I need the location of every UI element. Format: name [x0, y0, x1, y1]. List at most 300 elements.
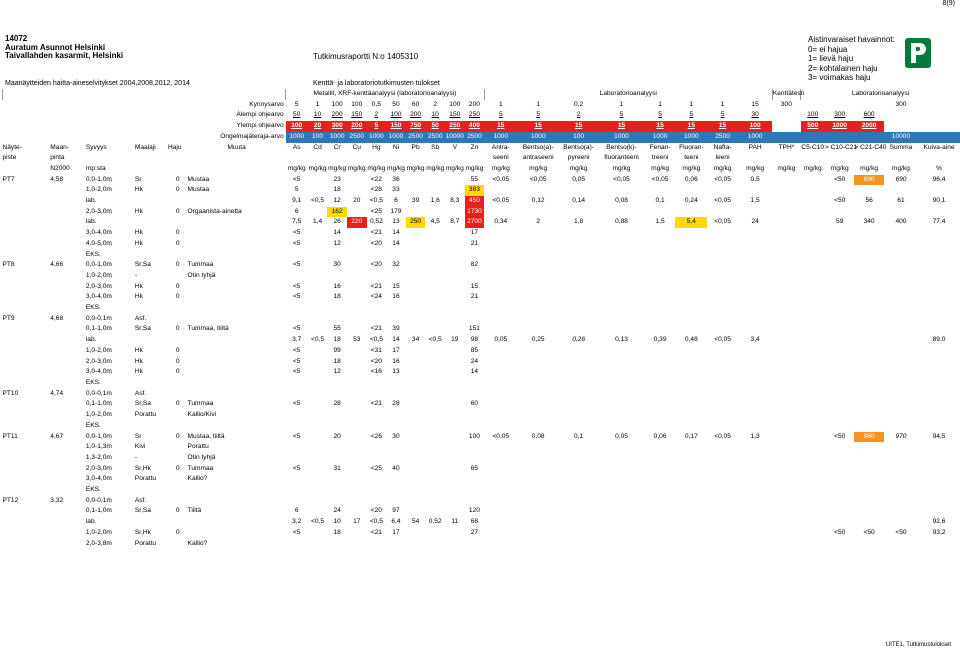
- table-cell: [484, 496, 517, 507]
- table-cell: [738, 228, 772, 239]
- table-cell: 0,5: [371, 100, 381, 108]
- table-cell: [559, 464, 598, 475]
- table-cell: [825, 485, 854, 496]
- table-cell: [188, 164, 286, 175]
- table-cell: [135, 196, 168, 207]
- table-cell: 15: [675, 121, 707, 132]
- table-cell: [801, 432, 826, 443]
- table-cell: Hk: [134, 357, 143, 365]
- table-cell: 300: [834, 111, 846, 119]
- table-cell: [347, 506, 367, 517]
- table-row: [3, 464, 960, 475]
- table-cell: 0,05: [494, 336, 508, 344]
- table-cell: 1000: [517, 132, 559, 143]
- table-cell: [645, 271, 676, 282]
- table-cell: [854, 389, 883, 400]
- table-cell: 0,0-1,0m: [85, 261, 112, 269]
- threshold-row: [3, 121, 960, 132]
- table-cell: 300: [780, 100, 792, 108]
- table-cell: [367, 410, 387, 421]
- table-cell: [50, 207, 86, 218]
- table-cell: [801, 496, 826, 507]
- table-cell: [645, 485, 676, 496]
- page-number: 8(9): [942, 0, 955, 7]
- table-cell: 100: [468, 432, 480, 440]
- table-cell: [386, 539, 406, 550]
- table-cell: Hk: [134, 186, 143, 194]
- table-cell: 2500: [406, 132, 426, 143]
- table-cell: [425, 271, 445, 282]
- table-cell: 1000: [825, 121, 854, 132]
- table-cell: [675, 464, 707, 475]
- table-cell: [168, 539, 188, 550]
- table-cell: [425, 464, 445, 475]
- table-cell: 0: [175, 175, 180, 183]
- table-cell: [347, 357, 367, 368]
- table-cell: [406, 421, 426, 432]
- table-cell: [517, 517, 559, 528]
- table-cell: [598, 539, 645, 550]
- table-cell: [772, 132, 800, 143]
- report-subtitle: Maanäytteiden haitta-aineselvitykset 2004,2008,2012, 2014: [5, 80, 190, 87]
- table-cell: [598, 228, 645, 239]
- table-row: [3, 314, 960, 325]
- table-cell: [188, 485, 286, 496]
- table-cell: [598, 346, 645, 357]
- table-cell: [884, 282, 918, 293]
- table-cell: [801, 378, 826, 389]
- table-cell: [308, 357, 328, 368]
- table-cell: [918, 132, 960, 143]
- table-cell: 4,66: [50, 261, 64, 269]
- table-cell: 2500: [465, 132, 485, 143]
- table-cell: Porattu: [134, 411, 157, 419]
- table-cell: 0: [175, 293, 180, 301]
- table-row: [3, 528, 960, 539]
- table-cell: <28: [370, 186, 382, 194]
- table-cell: [445, 207, 465, 218]
- table-cell: [484, 485, 517, 496]
- table-cell: [598, 410, 645, 421]
- table-cell: [707, 453, 738, 464]
- table-cell: 12: [333, 368, 341, 376]
- table-cell: Hk: [134, 239, 143, 247]
- table-cell: 89,0: [932, 336, 946, 344]
- table-cell: [3, 474, 51, 485]
- table-cell: [825, 250, 854, 261]
- table-cell: 5: [619, 111, 624, 119]
- blank-cell: [308, 153, 328, 164]
- table-cell: [559, 485, 598, 496]
- table-cell: [308, 410, 328, 421]
- table-cell: [559, 303, 598, 314]
- table-cell: [918, 250, 960, 261]
- table-cell: [884, 474, 918, 485]
- table-cell: mg/kg: [830, 164, 849, 172]
- table-cell: [286, 314, 308, 325]
- table-cell: [188, 239, 286, 250]
- table-cell: [188, 292, 286, 303]
- table-cell: 0,0-0,1m: [85, 314, 112, 322]
- table-cell: [598, 292, 645, 303]
- table-cell: [50, 282, 86, 293]
- table-cell: [918, 410, 960, 421]
- table-cell: [425, 228, 445, 239]
- table-cell: 53: [353, 336, 361, 344]
- table-cell: [825, 260, 854, 271]
- table-cell: [738, 239, 772, 250]
- table-cell: [188, 378, 286, 389]
- table-cell: Mustaa: [187, 186, 210, 194]
- table-cell: [675, 506, 707, 517]
- table-cell: [517, 303, 559, 314]
- table-cell: [738, 260, 772, 271]
- table-cell: 162: [327, 207, 347, 218]
- table-cell: <5: [292, 346, 301, 354]
- table-cell: 21: [470, 293, 479, 301]
- table-cell: [598, 474, 645, 485]
- table-cell: [707, 314, 738, 325]
- table-cell: [675, 207, 707, 218]
- table-cell: [801, 528, 826, 539]
- table-cell: mg/kg: [612, 164, 631, 172]
- blank-cell: [425, 153, 445, 164]
- table-cell: 1,4: [312, 218, 323, 226]
- table-cell: Antra-: [491, 143, 510, 151]
- blank-cell: [286, 153, 308, 164]
- table-cell: 2700: [465, 217, 485, 228]
- table-cell: [425, 528, 445, 539]
- table-cell: [445, 367, 465, 378]
- table-cell: 200: [331, 111, 343, 119]
- table-cell: [772, 153, 800, 164]
- table-cell: 6: [294, 507, 299, 515]
- table-row: [3, 217, 960, 228]
- table-cell: [50, 367, 86, 378]
- table-cell: 0,05: [615, 432, 628, 440]
- table-cell: 2: [536, 218, 540, 226]
- table-cell: [308, 506, 328, 517]
- table-cell: [517, 485, 559, 496]
- table-cell: 60: [470, 400, 479, 408]
- table-cell: [484, 207, 517, 218]
- table-cell: <0,5: [369, 336, 383, 344]
- table-cell: [598, 378, 645, 389]
- table-cell: 0,17: [684, 432, 698, 440]
- table-cell: 8,7: [450, 218, 460, 226]
- table-cell: Syvyys: [85, 143, 107, 151]
- table-cell: Porattu: [134, 539, 157, 547]
- table-cell: 4,68: [50, 314, 64, 322]
- table-cell: [465, 250, 485, 261]
- table-cell: [825, 442, 854, 453]
- table-cell: [854, 132, 883, 143]
- table-cell: [825, 399, 854, 410]
- table-cell: [367, 474, 387, 485]
- table-cell: 400: [895, 218, 907, 226]
- table-cell: 14: [392, 229, 400, 237]
- table-cell: [559, 539, 598, 550]
- table-cell: 6: [394, 197, 398, 205]
- table-cell: mg/kg: [713, 164, 732, 172]
- table-cell: V: [452, 143, 457, 151]
- table-cell: [517, 207, 559, 218]
- table-cell: [918, 474, 960, 485]
- table-cell: <20: [370, 357, 382, 365]
- table-cell: [3, 378, 51, 389]
- table-cell: 5: [367, 121, 387, 132]
- table-cell: [854, 539, 883, 550]
- table-cell: Ni: [392, 143, 400, 151]
- table-cell: [286, 378, 308, 389]
- table-cell: Tummaa, tiiltä: [187, 325, 229, 333]
- table-cell: [772, 250, 800, 261]
- table-cell: [517, 282, 559, 293]
- table-cell: [3, 367, 51, 378]
- table-cell: [50, 292, 86, 303]
- table-cell: 250: [445, 121, 465, 132]
- table-cell: [50, 378, 86, 389]
- table-cell: Kallio?: [187, 475, 208, 483]
- table-cell: [772, 185, 800, 196]
- table-cell: [707, 517, 738, 528]
- table-row: [3, 399, 960, 410]
- table-cell: [445, 442, 465, 453]
- table-cell: [425, 185, 445, 196]
- table-cell: [918, 324, 960, 335]
- table-cell: 1,0-2,0m: [85, 271, 112, 279]
- table-cell: 1000: [675, 132, 707, 143]
- table-cell: [738, 474, 772, 485]
- table-cell: [425, 292, 445, 303]
- table-cell: 0,48: [684, 336, 698, 344]
- blank-cell: [445, 153, 465, 164]
- table-cell: [425, 324, 445, 335]
- blank-cell: [347, 153, 367, 164]
- table-cell: [675, 389, 707, 400]
- table-cell: [367, 314, 387, 325]
- table-cell: [308, 367, 328, 378]
- table-cell: mg/kg: [777, 164, 796, 172]
- table-cell: [918, 496, 960, 507]
- table-cell: [559, 410, 598, 421]
- table-cell: [386, 303, 406, 314]
- table-cell: [772, 496, 800, 507]
- table-cell: [884, 346, 918, 357]
- table-cell: <26: [370, 432, 382, 440]
- table-cell: [308, 399, 328, 410]
- report-reference: Tutkimusraportti N:o 1405310: [313, 52, 419, 61]
- table-cell: [445, 528, 465, 539]
- table-cell: [801, 517, 826, 528]
- table-cell: [772, 335, 800, 346]
- table-cell: [406, 539, 426, 550]
- table-cell: 200: [468, 100, 480, 108]
- company-logo-icon: [905, 38, 931, 68]
- table-cell: [347, 282, 367, 293]
- table-cell: [598, 421, 645, 432]
- blank-cell: [327, 153, 347, 164]
- table-cell: 90,1: [932, 197, 946, 205]
- table-cell: [707, 389, 738, 400]
- table-cell: 0: [175, 239, 180, 247]
- table-cell: [135, 250, 168, 261]
- table-row: [3, 292, 960, 303]
- table-cell: [425, 378, 445, 389]
- table-cell: [707, 207, 738, 218]
- table-cell: 93,2: [932, 528, 946, 536]
- table-cell: [327, 496, 347, 507]
- table-cell: [168, 485, 188, 496]
- table-cell: 300: [895, 100, 907, 108]
- table-cell: [347, 346, 367, 357]
- table-cell: [854, 346, 883, 357]
- table-cell: [188, 303, 286, 314]
- table-cell: <5: [292, 528, 301, 536]
- table-cell: [801, 314, 826, 325]
- table-cell: [598, 324, 645, 335]
- table-cell: [707, 421, 738, 432]
- table-cell: 19: [451, 336, 459, 344]
- table-cell: 27: [470, 528, 479, 536]
- table-cell: [772, 228, 800, 239]
- table-cell: [135, 378, 168, 389]
- table-cell: [854, 517, 883, 528]
- table-cell: [738, 271, 772, 282]
- table-cell: <50: [834, 197, 846, 205]
- table-cell: 0,0-0,1m: [85, 496, 112, 504]
- table-cell: [854, 239, 883, 250]
- table-cell: [327, 453, 347, 464]
- table-cell: [347, 464, 367, 475]
- table-cell: [50, 250, 86, 261]
- table-cell: 0: [175, 229, 180, 237]
- table-cell: [854, 474, 883, 485]
- table-cell: [3, 196, 51, 207]
- table-cell: 50: [425, 121, 445, 132]
- table-cell: <50: [834, 432, 846, 440]
- table-cell: 26: [333, 218, 341, 226]
- table-cell: 0,05: [572, 175, 586, 183]
- table-cell: mg/kg: [465, 164, 484, 172]
- table-cell: [675, 421, 707, 432]
- table-cell: EKS.: [85, 250, 101, 258]
- table-cell: [445, 292, 465, 303]
- table-cell: [327, 539, 347, 550]
- table-cell: Tummaa: [187, 400, 214, 408]
- table-cell: Sr,Sa: [134, 261, 151, 269]
- table-cell: <0,05: [714, 218, 731, 226]
- table-cell: [884, 153, 918, 164]
- table-cell: [675, 292, 707, 303]
- table-cell: Sr: [134, 175, 142, 183]
- table-cell: [884, 314, 918, 325]
- table-cell: [425, 389, 445, 400]
- table-cell: 750: [406, 121, 426, 132]
- table-cell: [517, 378, 559, 389]
- table-cell: [517, 442, 559, 453]
- table-cell: -: [134, 453, 138, 461]
- table-cell: [517, 250, 559, 261]
- table-cell: [675, 185, 707, 196]
- table-cell: [825, 153, 854, 164]
- table-cell: [645, 260, 676, 271]
- table-cell: [772, 432, 800, 443]
- table-cell: Sr,Sa: [134, 325, 151, 333]
- table-cell: [168, 389, 188, 400]
- table-cell: 0,25: [531, 336, 545, 344]
- table-cell: [854, 153, 883, 164]
- table-cell: 55: [470, 175, 479, 183]
- table-cell: 21: [470, 239, 479, 247]
- table-cell: [598, 250, 645, 261]
- table-cell: [801, 292, 826, 303]
- table-cell: [675, 485, 707, 496]
- table-cell: <0,5: [428, 336, 442, 344]
- table-cell: [559, 421, 598, 432]
- table-cell: 2500: [425, 132, 445, 143]
- table-cell: Hg: [372, 143, 381, 151]
- table-cell: [445, 239, 465, 250]
- table-cell: [772, 474, 800, 485]
- table-cell: 340: [863, 218, 875, 226]
- table-cell: [86, 153, 135, 164]
- table-cell: Näyte-: [2, 143, 22, 151]
- table-cell: [168, 217, 188, 228]
- table-cell: [645, 453, 676, 464]
- table-cell: 0,52: [428, 518, 442, 526]
- table-cell: 15: [484, 121, 517, 132]
- table-cell: <0,05: [613, 175, 630, 183]
- table-cell: 0,13: [615, 336, 628, 344]
- table-cell: <0,05: [714, 197, 731, 205]
- table-row: [3, 432, 960, 443]
- table-cell: 15: [598, 121, 645, 132]
- table-cell: 10000: [445, 132, 465, 143]
- table-cell: <0,5: [311, 197, 325, 205]
- table-cell: [445, 357, 465, 368]
- table-cell: 200: [410, 111, 422, 119]
- table-cell: [884, 292, 918, 303]
- table-cell: [308, 464, 328, 475]
- table-cell: [465, 378, 485, 389]
- table-cell: 0,26: [572, 336, 586, 344]
- table-cell: Otin tyhjä: [187, 271, 216, 279]
- table-cell: 1000: [645, 132, 676, 143]
- table-cell: 0,39: [653, 336, 667, 344]
- table-cell: 179: [390, 207, 402, 215]
- table-cell: [327, 271, 347, 282]
- table-cell: [406, 453, 426, 464]
- table-cell: 18: [333, 186, 341, 194]
- table-cell: 100: [351, 100, 363, 108]
- table-cell: Pb: [411, 143, 420, 151]
- table-cell: [406, 389, 426, 400]
- table-cell: [738, 517, 772, 528]
- table-cell: [367, 378, 387, 389]
- table-cell: <24: [370, 293, 382, 301]
- table-cell: [465, 496, 485, 507]
- table-cell: [884, 421, 918, 432]
- table-cell: [884, 539, 918, 550]
- table-cell: [188, 228, 286, 239]
- table-cell: [772, 207, 800, 218]
- table-cell: [738, 346, 772, 357]
- table-cell: [445, 399, 465, 410]
- table-cell: [801, 399, 826, 410]
- table-cell: [425, 282, 445, 293]
- table-cell: 12: [333, 239, 341, 247]
